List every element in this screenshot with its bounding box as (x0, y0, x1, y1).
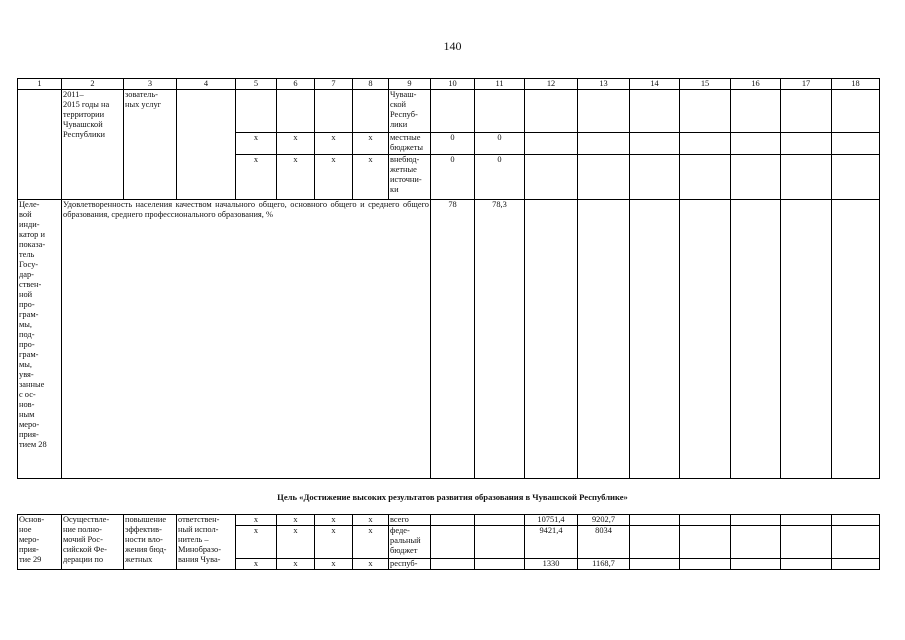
table-cell: x (353, 559, 389, 570)
value-cell: 9202,7 (578, 515, 630, 526)
value-cell: 8034 (578, 526, 630, 559)
table-cell (781, 526, 832, 559)
table-cell: x (277, 559, 315, 570)
table-cell (680, 133, 731, 155)
col-header: 11 (475, 79, 525, 90)
value-cell (431, 90, 475, 133)
table-cell (781, 515, 832, 526)
table-cell (630, 559, 680, 570)
table-cell: x (315, 559, 353, 570)
table-cell (578, 133, 630, 155)
table-cell: x (277, 133, 315, 155)
table-cell (781, 90, 832, 133)
table-cell (525, 133, 578, 155)
program-table (17, 78, 880, 479)
table-cell (680, 155, 731, 200)
table-cell (630, 133, 680, 155)
table-cell (578, 90, 630, 133)
funding-source: местные бюджеты (389, 133, 431, 155)
table-cell (731, 515, 781, 526)
col-header: 9 (389, 79, 431, 90)
measure-goal: повышение эффектив- ности вло- жения бюд- жетных (124, 515, 177, 570)
col-header: 16 (731, 79, 781, 90)
table-cell (731, 90, 781, 133)
goal-title: Цель «Достижение высоких результатов развития образования в Чувашской Республике» (277, 492, 628, 502)
table-cell: x (277, 155, 315, 200)
table-row (18, 90, 880, 133)
table-cell (731, 200, 781, 479)
funding-source: респуб- (389, 559, 431, 570)
table-cell (630, 155, 680, 200)
table-cell (832, 133, 880, 155)
table-cell: x (277, 515, 315, 526)
funding-source: Чуваш- ской Респуб- лики (389, 90, 431, 133)
table-cell (630, 200, 680, 479)
col-header: 10 (431, 79, 475, 90)
col-header: 7 (315, 79, 353, 90)
table-cell (475, 559, 525, 570)
table-cell (431, 526, 475, 559)
col-header: 2 (62, 79, 124, 90)
table-cell (177, 90, 236, 200)
value-cell: 9421,4 (525, 526, 578, 559)
table-cell (731, 133, 781, 155)
table-cell (731, 526, 781, 559)
funding-source: внебюд- жетные источни- ки (389, 155, 431, 200)
table-cell (277, 90, 315, 133)
col-header: 4 (177, 79, 236, 90)
table-cell (475, 526, 525, 559)
col-header: 13 (578, 79, 630, 90)
table-cell (832, 90, 880, 133)
table-cell (525, 90, 578, 133)
table-cell: x (353, 526, 389, 559)
value-cell: 78 (431, 200, 475, 479)
table-cell (236, 90, 277, 133)
table-cell (18, 90, 62, 200)
table-cell (781, 200, 832, 479)
table-cell (832, 559, 880, 570)
table-cell: x (236, 526, 277, 559)
indicator-label: Целе- вой инди- катор и показа- тель Госу- дар- ствен- ной про- грам- мы, под- про- грам- мы, увя- занные с ос- нов- ным меро- прия- тием 28 (18, 200, 62, 479)
table-cell (781, 155, 832, 200)
table-cell (680, 90, 731, 133)
table-cell (832, 200, 880, 479)
value-cell: 0 (475, 155, 525, 200)
indicator-text: Удовлетворенность населения качеством начального общего, основного общего и среднего общего образования, среднего профессионального образования, % (62, 200, 431, 479)
measure-label: Основ- ное меро- прия- тие 29 (18, 515, 62, 570)
value-cell: 78,3 (475, 200, 525, 479)
table-cell (630, 526, 680, 559)
table-cell: x (353, 155, 389, 200)
table-cell (781, 133, 832, 155)
table-cell (731, 155, 781, 200)
value-cell: 10751,4 (525, 515, 578, 526)
indicator-row (18, 200, 880, 479)
table-cell (630, 90, 680, 133)
column-number-row (18, 79, 880, 90)
table-cell: x (236, 515, 277, 526)
table-cell: x (236, 559, 277, 570)
table-cell (832, 526, 880, 559)
table-cell: зователь- ных услуг (124, 90, 177, 200)
table-cell (578, 155, 630, 200)
table-cell (525, 155, 578, 200)
col-header: 14 (630, 79, 680, 90)
value-cell: 1168,7 (578, 559, 630, 570)
table-cell: x (315, 515, 353, 526)
col-header: 15 (680, 79, 731, 90)
col-header: 5 (236, 79, 277, 90)
page-number: 140 (443, 39, 462, 53)
col-header: 12 (525, 79, 578, 90)
col-header: 18 (832, 79, 880, 90)
table-cell (832, 515, 880, 526)
table-cell: x (236, 133, 277, 155)
table-cell: x (236, 155, 277, 200)
table-cell (525, 200, 578, 479)
value-cell (475, 90, 525, 133)
table-cell: x (353, 515, 389, 526)
table-cell (630, 515, 680, 526)
table-cell (680, 200, 731, 479)
table-cell (475, 515, 525, 526)
table-cell (680, 515, 731, 526)
col-header: 3 (124, 79, 177, 90)
table-cell (832, 155, 880, 200)
table-cell: x (277, 526, 315, 559)
table-cell (353, 90, 389, 133)
value-cell: 0 (431, 133, 475, 155)
table-cell: x (315, 133, 353, 155)
funding-source: феде- ральный бюджет (389, 526, 431, 559)
value-cell: 0 (475, 133, 525, 155)
table-cell (431, 559, 475, 570)
responsible-executor: ответствен- ный испол- нитель – Минобразо- вания Чува- (177, 515, 236, 570)
table-cell (680, 526, 731, 559)
funding-source: всего (389, 515, 431, 526)
table-cell (731, 559, 781, 570)
table-cell (431, 515, 475, 526)
table-cell (781, 559, 832, 570)
col-header: 17 (781, 79, 832, 90)
table-cell (315, 90, 353, 133)
table-row (18, 515, 880, 526)
measure-table (17, 514, 880, 570)
measure-description: Осуществле- ние полно- мочий Рос- сийской Фе- дерации по (62, 515, 124, 570)
value-cell: 0 (431, 155, 475, 200)
col-header: 1 (18, 79, 62, 90)
table-cell (680, 559, 731, 570)
table-cell: x (315, 155, 353, 200)
col-header: 8 (353, 79, 389, 90)
col-header: 6 (277, 79, 315, 90)
period-cell: 2011– 2015 годы на территории Чувашской Республики (62, 90, 124, 200)
table-cell (578, 200, 630, 479)
table-cell: x (315, 526, 353, 559)
value-cell: 1330 (525, 559, 578, 570)
table-cell: x (353, 133, 389, 155)
